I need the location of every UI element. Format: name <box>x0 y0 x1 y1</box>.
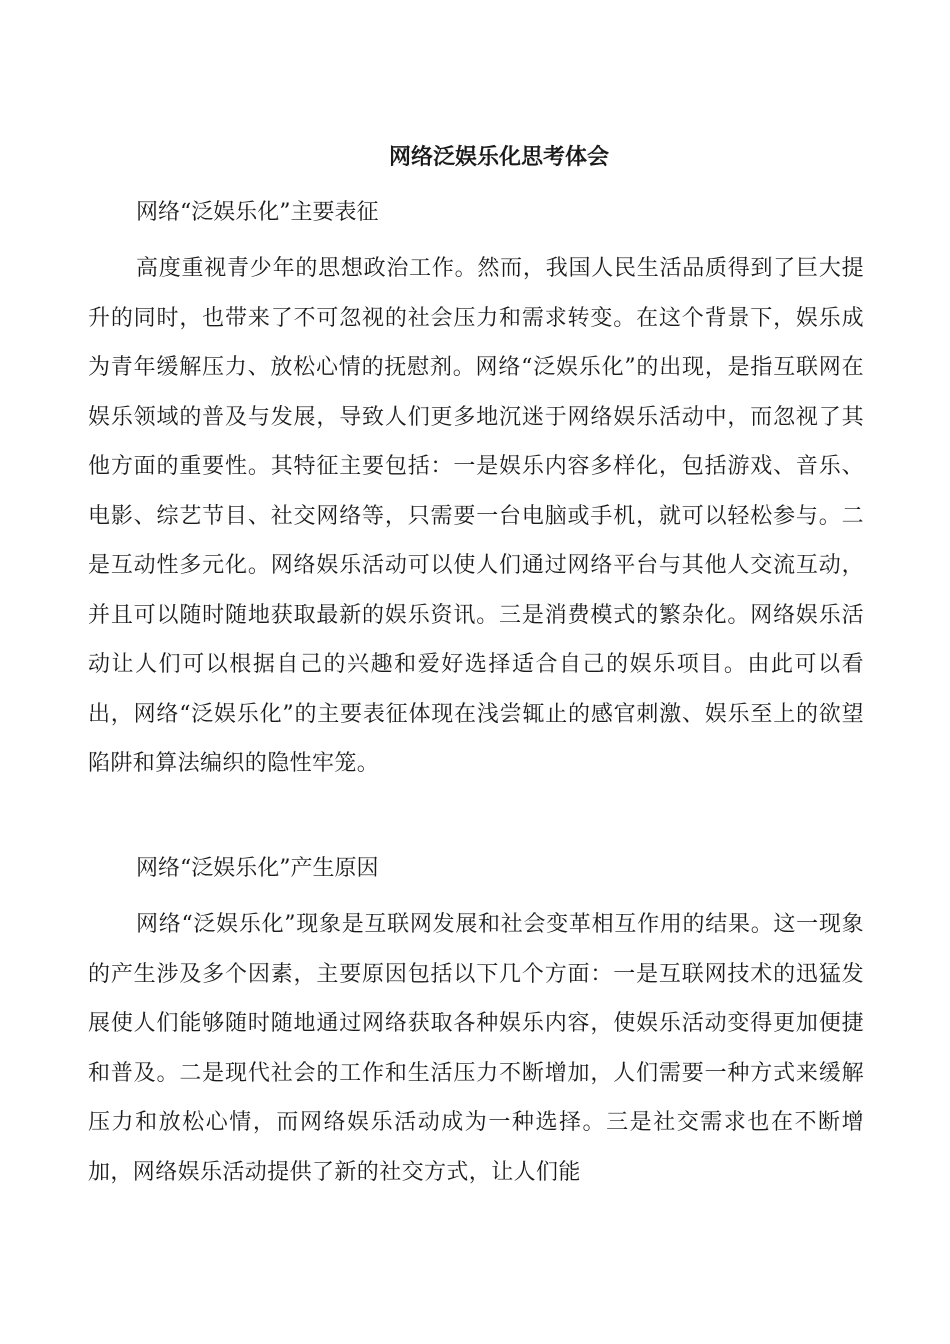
paragraph-causes: 网络“泛娱乐化”现象是互联网发展和社会变革相互作用的结果。这一现象的产生涉及多个因素，主要原因包括以下几个方面：一是互联网技术的迅猛发展使人们能够随时随地通过网络获取各种娱乐内容，使娱乐活动变得更加便捷和普及。二是现代社会的工作和生活压力不断增加，人们需要一种方式来缓解压力和放松心情，而网络娱乐活动成为一种选择。三是社交需求也在不断增加，网络娱乐活动提供了新的社交方式，让人们能 <box>88 912 864 1185</box>
document-title: 网络泛娱乐化思考体会 <box>388 144 609 170</box>
section-heading-main-features: 网络“泛娱乐化”主要表征 <box>136 200 379 225</box>
paragraph-main-features: 高度重视青少年的思想政治工作。然而，我国人民生活品质得到了巨大提升的同时，也带来了不可忽视的社会压力和需求转变。在这个背景下，娱乐成为青年缓解压力、放松心情的抚慰剂。网络“泛娱乐化”的出现，是指互联网在娱乐领域的普及与发展，导致人们更多地沉迷于网络娱乐活动中，而忽视了其他方面的重要性。其特征主要包括：一是娱乐内容多样化，包括游戏、音乐、电影、综艺节目、社交网络等，只需要一台电脑或手机，就可以轻松参与。二是互动性多元化。网络娱乐活动可以使人们通过网络平台与其他人交流互动，并且可以随时随地获取最新的娱乐资讯。三是消费模式的繁杂化。网络娱乐活动让人们可以根据自己的兴趣和爱好选择适合自己的娱乐项目。由此可以看出，网络“泛娱乐化”的主要表征体现在浅尝辄止的感官刺激、娱乐至上的欲望陷阱和算法编织的隐性牢笼。 <box>88 256 864 776</box>
section-heading-causes: 网络“泛娱乐化”产生原因 <box>136 856 379 881</box>
